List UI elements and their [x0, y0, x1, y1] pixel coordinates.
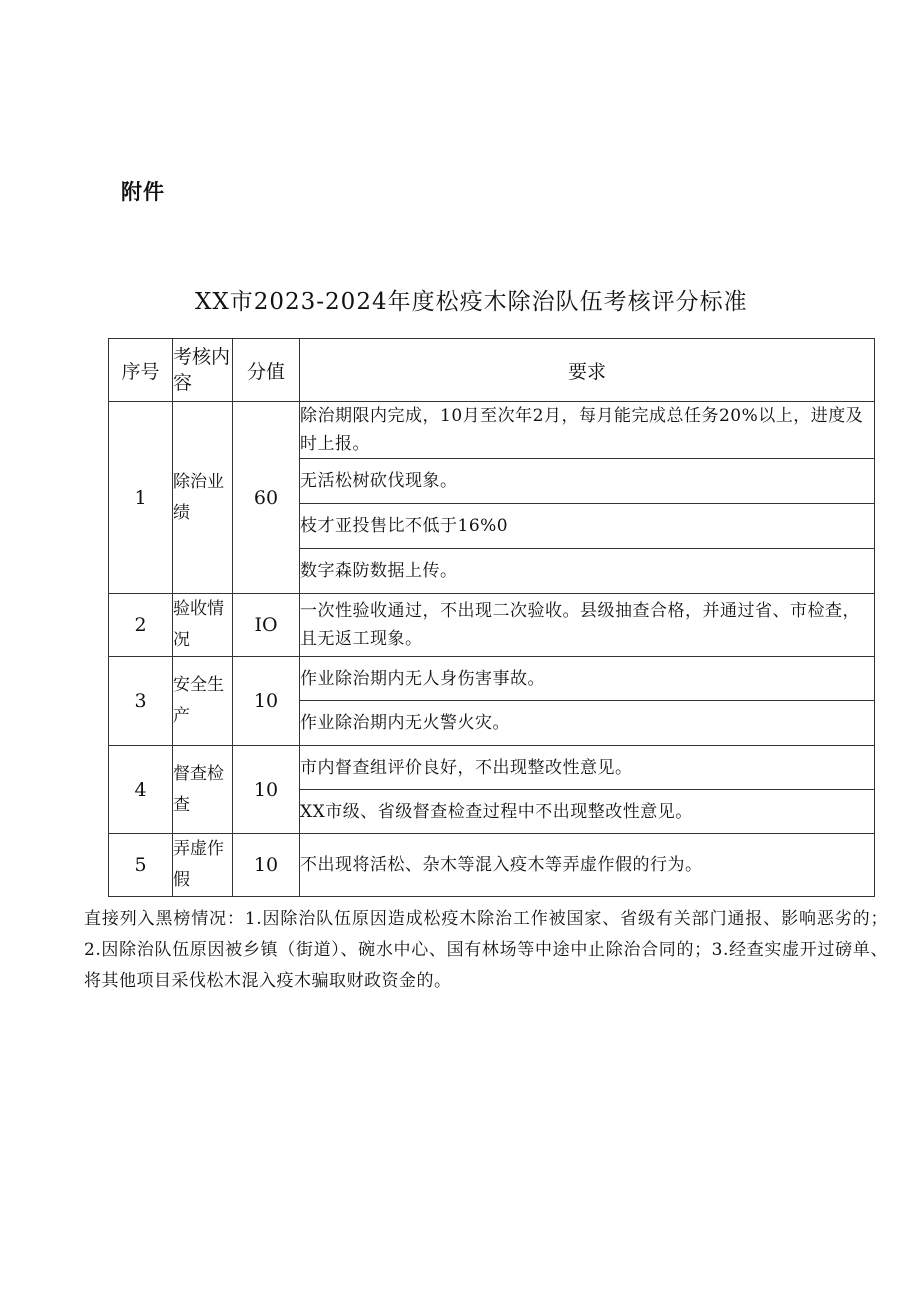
- row-content: 安全生产: [173, 657, 233, 746]
- row-index: 5: [109, 834, 173, 897]
- header-index: 序号: [109, 339, 173, 402]
- row-requirement: 市内督查组评价良好，不出现整改性意见。: [300, 746, 875, 790]
- row-index: 4: [109, 746, 173, 834]
- row-requirement: 作业除治期内无人身伤害事故。: [300, 657, 875, 701]
- row-index: 3: [109, 657, 173, 746]
- table-row: [109, 834, 875, 897]
- page-title: XX市2023-2024年度松疫木除治队伍考核评分标准: [195, 289, 748, 315]
- row-content: 验收情况: [173, 594, 233, 657]
- row-content: 除治业绩: [173, 402, 233, 594]
- row-requirement: 作业除治期内无火警火灾。: [300, 701, 875, 746]
- row-requirement: 不出现将活松、杂木等混入疫木等弄虚作假的行为。: [300, 834, 875, 897]
- row-requirement: 除治期限内完成，10月至次年2月，每月能完成总任务20%以上，进度及时上报。: [300, 402, 875, 459]
- table-header-row: [109, 339, 875, 402]
- row-requirement: 数字森防数据上传。: [300, 549, 875, 594]
- table-row: [109, 402, 875, 459]
- row-score: 10: [233, 746, 300, 834]
- table-row: [109, 594, 875, 657]
- attachment-label: 附件: [121, 180, 165, 204]
- row-score: 10: [233, 657, 300, 746]
- row-requirement: 枝才亚投售比不低于16%0: [300, 504, 875, 549]
- blacklist-note: 直接列入黑榜情况：1.因除治队伍原因造成松疫木除治工作被国家、省级有关部门通报、影响恶劣的；2.因除治队伍原因被乡镇（街道）、碗水中心、国有林场等中途中止除治合同的；3.经查实虚开过磅单、将其他项目采伐松木混入疫木骗取财政资金的。: [84, 909, 888, 991]
- header-score: 分值: [233, 339, 300, 402]
- table-row: [109, 746, 875, 790]
- table-row: [109, 657, 875, 701]
- row-score: IO: [233, 594, 300, 657]
- row-index: 1: [109, 402, 173, 594]
- scoring-table: [108, 338, 875, 897]
- row-requirement: XX市级、省级督查检查过程中不出现整改性意见。: [300, 790, 875, 834]
- row-content: 督查检查: [173, 746, 233, 834]
- row-index: 2: [109, 594, 173, 657]
- header-requirement: 要求: [300, 339, 875, 402]
- row-score: 10: [233, 834, 300, 897]
- header-content: 考核内容: [173, 339, 233, 402]
- row-requirement: 无活松树砍伐现象。: [300, 459, 875, 504]
- row-content: 弄虚作假: [173, 834, 233, 897]
- row-requirement: 一次性验收通过，不出现二次验收。县级抽查合格，并通过省、市检查，且无返工现象。: [300, 594, 875, 657]
- row-score: 60: [233, 402, 300, 594]
